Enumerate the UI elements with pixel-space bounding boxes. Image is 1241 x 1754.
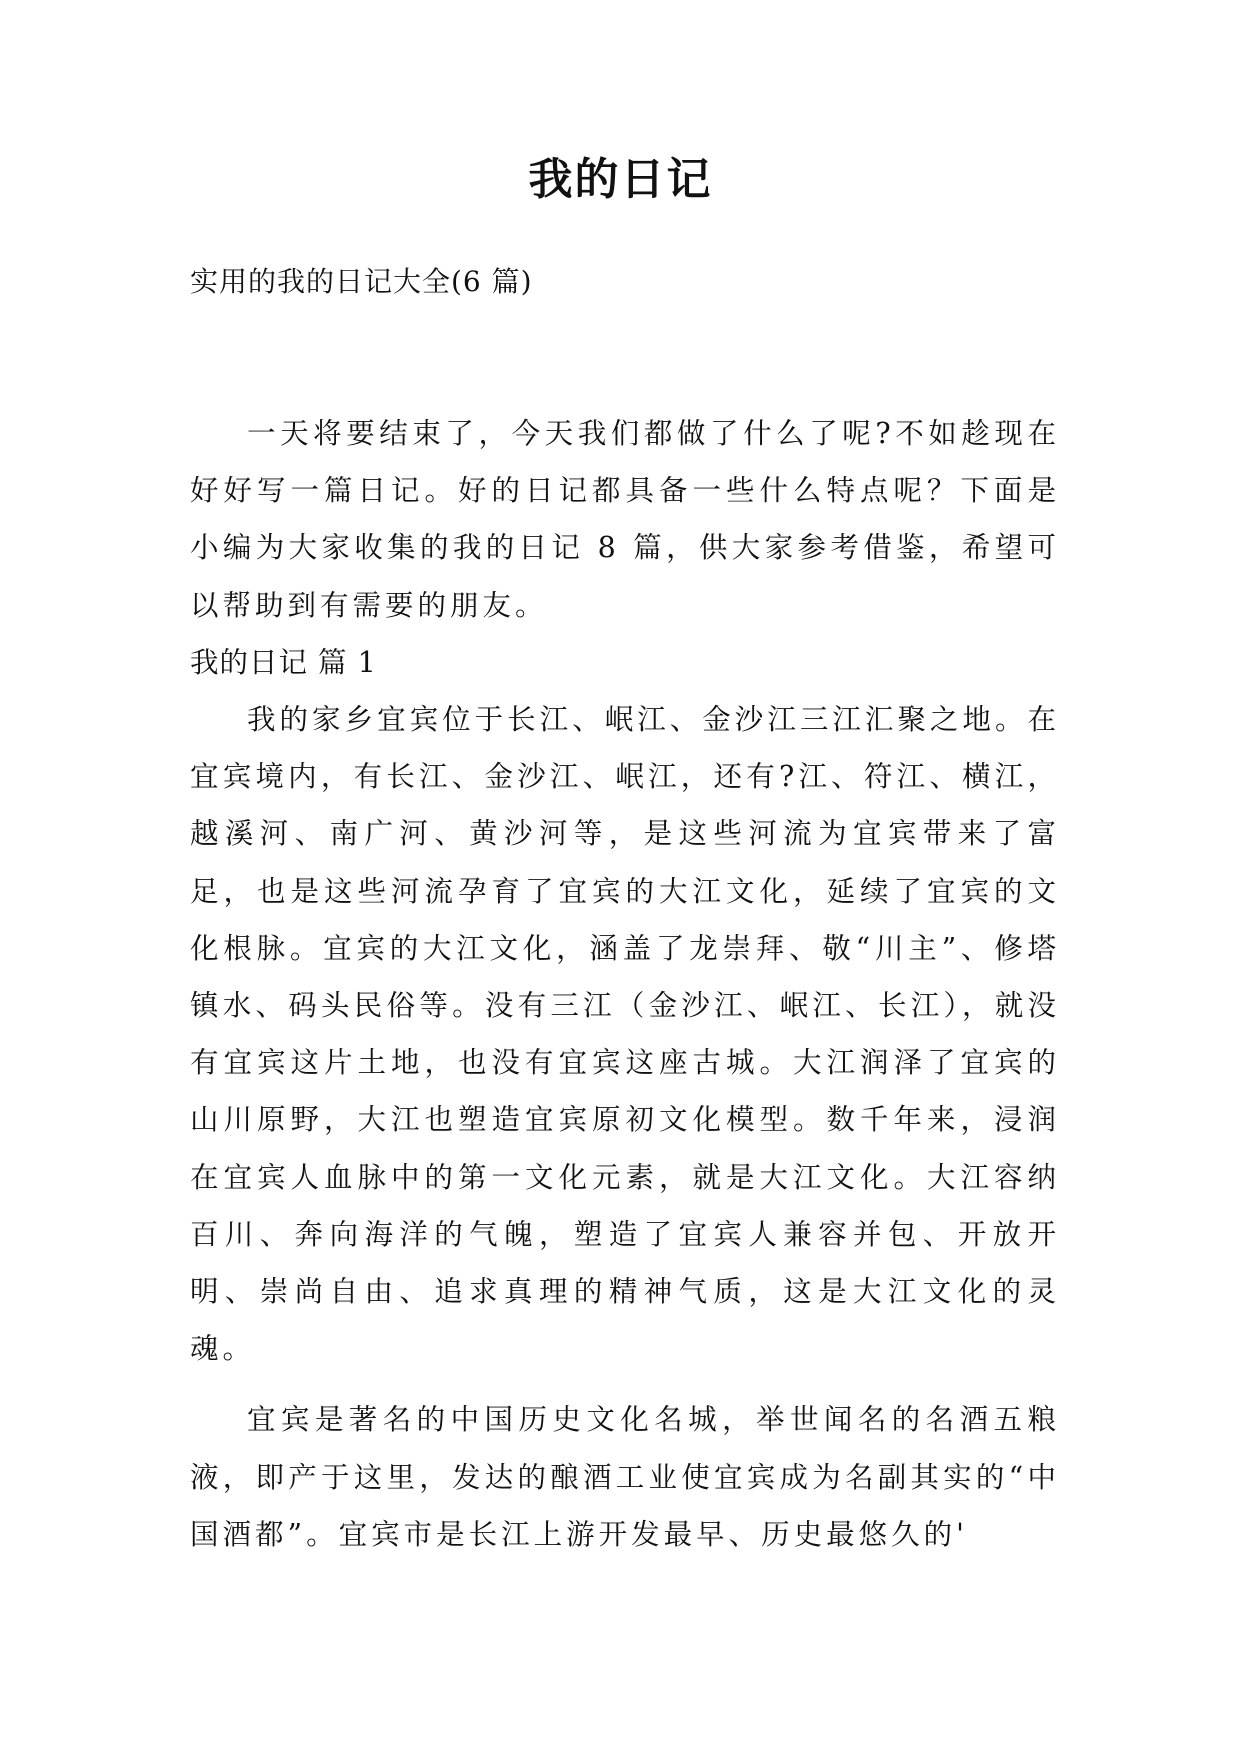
section-heading: 我的日记 篇 1 <box>190 645 377 679</box>
body-paragraph: 我的家乡宜宾位于长江、岷江、金沙江三江汇聚之地。在宜宾境内，有长江、金沙江、岷江，还有?江、符江、横江，越溪河、南广河、黄沙河等，是这些河流为宜宾带来了富足，也是这些河流孕育了宜宾的大江文化，延续了宜宾的文化根脉。宜宾的大江文化，涵盖了龙崇拜、敬“川主”、修塔镇水、码头民俗等。没有三江（金沙江、岷江、长江），就没有宜宾这片土地，也没有宜宾这座古城。大江润泽了宜宾的山川原野，大江也塑造宜宾原初文化模型。数千年来，浸润在宜宾人血脉中的第一文化元素，就是大江文化。大江容纳百川、奔向海洋的气魄，塑造了宜宾人兼容并包、开放开明、崇尚自由、追求真理的精神气质，这是大江文化的灵魂。 <box>190 703 1060 1366</box>
document-title: 我的日记 <box>528 154 713 205</box>
body-paragraph: 宜宾是著名的中国历史文化名城，举世闻名的名酒五粮液，即产于这里，发达的酿酒工业使宜宾成为名副其实的“中国酒都”。宜宾市是长江上游开发最早、历史最悠久的' <box>190 1403 1060 1551</box>
intro-paragraph: 一天将要结束了，今天我们都做了什么了呢?不如趁现在好好写一篇日记。好的日记都具备一些什么特点呢？下面是小编为大家收集的我的日记 8 篇，供大家参考借鉴，希望可以帮助到有需要的朋友。 <box>190 417 1060 622</box>
document-body <box>190 405 1060 1563</box>
document-subtitle: 实用的我的日记大全(6 篇) <box>190 265 533 298</box>
